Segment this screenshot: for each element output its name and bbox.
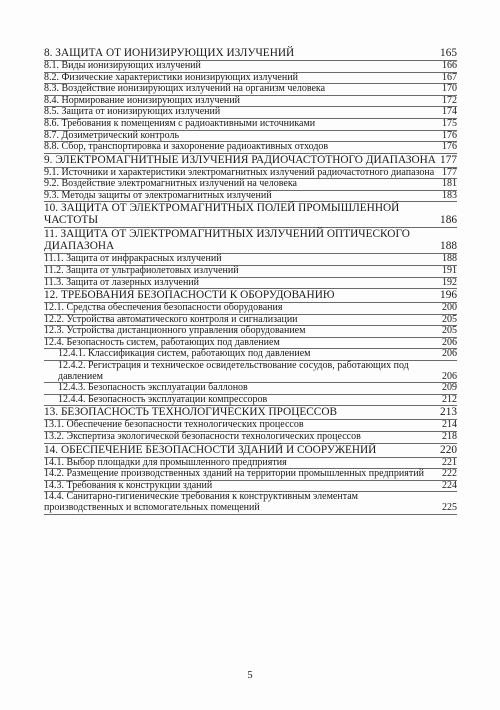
toc-entry-page: 177: [442, 166, 457, 178]
toc-entry-title: 12.1. Средства обеспечения безопасности оборудования: [44, 302, 283, 314]
toc-entry-page: 176: [442, 141, 457, 153]
toc-entry: [44, 469, 457, 481]
toc-entry: [44, 191, 457, 203]
toc-entry-page: 206: [442, 336, 457, 348]
toc-entry-page: 175: [442, 117, 457, 129]
toc-entry-page: 167: [442, 71, 457, 83]
toc-entry-page: 222: [442, 468, 457, 480]
toc-entry-page: 186: [440, 214, 457, 227]
toc-entry-page: 212: [442, 393, 457, 405]
toc-entry-title: 8.1. Виды ионизирующих излучений: [44, 59, 201, 71]
toc-entry-page: 188: [442, 253, 457, 265]
toc-entry-page: 214: [442, 419, 457, 431]
toc-entry: [44, 303, 457, 315]
toc-entry-title: 12.3. Устройства дистанционного управления оборудованием: [44, 325, 306, 337]
toc-entry-page: 174: [442, 106, 457, 118]
toc-entry-title: 13. БЕЗОПАСНОСТЬ ТЕХНОЛОГИЧЕСКИХ ПРОЦЕССОВ: [44, 406, 338, 419]
toc-entry-page: 188: [440, 240, 457, 253]
toc-entry-page: 192: [442, 276, 457, 288]
toc-entry-title: 12.4.3. Безопасность эксплуатации баллонов: [58, 382, 248, 394]
toc-entry-page: 200: [442, 302, 457, 314]
toc-entry-page: 206: [442, 348, 457, 360]
toc-entry: [44, 203, 457, 228]
toc-entry-page: 209: [442, 382, 457, 394]
toc-entry-title: 8.7. Дозиметрический контроль: [44, 129, 180, 141]
toc-entry-page: 218: [442, 431, 457, 442]
toc-entry-page: 170: [442, 83, 457, 95]
toc-entry-page: 181: [442, 178, 457, 190]
toc-entry-page: 220: [440, 443, 457, 456]
toc-entry-title: 9. ЭЛЕКТРОМАГНИТНЫЕ ИЗЛУЧЕНИЯ РАДИОЧАСТОТНОГО ДИАПАЗОНА: [44, 153, 436, 166]
toc-entry-title: 11. ЗАЩИТА ОТ ЭЛЕКТРОМАГНИТНЫХ ИЗЛУЧЕНИЙ ОПТИЧЕСКОГО ДИАПАЗОНА: [44, 228, 410, 253]
toc-entry-title: 13.2. Экспертиза экологической безопасности технологических процессов: [44, 431, 361, 442]
toc-entry: [44, 84, 457, 96]
toc-entry-title: 12.4. Безопасность систем, работающих под давлением: [44, 336, 280, 348]
toc-entry-title: 11.1. Защита от инфракрасных излучений: [44, 253, 222, 265]
toc-entry: [44, 266, 457, 278]
toc-entry: [44, 492, 457, 514]
toc-entry-title: 9.1. Источники и характеристики электромагнитных излучений радиочастотного диапазона: [44, 166, 435, 178]
toc-entry: [44, 278, 457, 290]
toc-entry: [44, 395, 457, 407]
toc-entry-title: 12.4.2. Регистрация и техническое освидетельствование сосудов, работающих под давлением: [58, 360, 409, 382]
toc-entry-page: 172: [442, 94, 457, 106]
table-of-contents: [44, 47, 457, 515]
toc-entry-page: 213: [440, 406, 457, 419]
toc-entry-title: 13.1. Обеспечение безопасности технологических процессов: [44, 419, 304, 431]
toc-entry: [44, 61, 457, 73]
toc-entry-page: 177: [440, 153, 457, 166]
toc-entry-title: 10. ЗАЩИТА ОТ ЭЛЕКТРОМАГНИТНЫХ ПОЛЕЙ ПРОМЫШЛЕННОЙ ЧАСТОТЫ: [44, 202, 400, 227]
toc-entry: [44, 445, 457, 458]
toc-entry-title: 12.4.4. Безопасность эксплуатации компрессоров: [58, 393, 268, 405]
toc-entry-page: 205: [442, 313, 457, 325]
toc-entry-title: 12.4.1. Классификация систем, работающих под давлением: [58, 348, 311, 360]
toc-entry: [44, 155, 457, 168]
toc-entry-page: 166: [442, 59, 457, 71]
toc-entry-title: 14.3. Требования к конструкции зданий: [44, 479, 213, 491]
toc-entry-title: 14.1. Выбор площадки для промышленного предприятия: [44, 456, 287, 468]
toc-entry-title: 8.4. Нормирование ионизирующих излучений: [44, 94, 240, 106]
toc-entry-page: 221: [442, 456, 457, 468]
toc-entry-page: 196: [440, 289, 457, 302]
toc-entry-page: 224: [442, 479, 457, 491]
toc-entry-page: 206: [442, 370, 457, 382]
toc-entry-title: 8.8. Сбор, транспортировка и захоронение радиоактивных отходов: [44, 141, 329, 153]
toc-entry: [44, 432, 457, 444]
toc-entry-title: 14. ОБЕСПЕЧЕНИЕ БЕЗОПАСНОСТИ ЗДАНИЙ И СООРУЖЕНИЙ: [44, 443, 377, 456]
toc-entry-page: 225: [442, 501, 457, 513]
toc-entry: [44, 119, 457, 131]
toc-entry-page: 191: [442, 264, 457, 276]
toc-entry: [44, 142, 457, 154]
toc-entry-title: 9.3. Методы защиты от электромагнитных излучений: [44, 189, 272, 201]
toc-entry-page: 183: [442, 189, 457, 201]
toc-entry-page: 205: [442, 325, 457, 337]
toc-entry-title: 11.2. Защита от ультрафиолетовых излучений: [44, 264, 239, 276]
toc-entry-page: 176: [442, 129, 457, 141]
page-number: 5: [247, 670, 253, 681]
toc-entry-title: 9.2. Воздействие электромагнитных излучений на человека: [44, 178, 297, 190]
toc-entry-title: 14.2. Размещение производственных зданий на территории промышленных предприятий: [44, 468, 424, 480]
toc-entry-title: 8.6. Требования к помещениям с радиоактивными источниками: [44, 117, 316, 129]
toc-entry: [44, 229, 457, 254]
toc-entry-title: 14.4. Санитарно-гигиенические требования к конструктивным элементам производственных и вспомогательных помещений: [44, 491, 358, 513]
toc-entry: [44, 361, 457, 383]
toc-entry-title: 12. ТРЕБОВАНИЯ БЕЗОПАСНОСТИ К ОБОРУДОВАНИЮ: [44, 289, 335, 302]
toc-entry-title: 8.5. Защита от ионизирующих излучений: [44, 106, 221, 118]
toc-entry-title: 8.2. Физические характеристики ионизирующих излучений: [44, 71, 298, 83]
toc-entry-page: 165: [440, 47, 457, 59]
toc-entry-title: 8. ЗАЩИТА ОТ ИОНИЗИРУЮЩИХ ИЗЛУЧЕНИЙ: [44, 47, 295, 59]
toc-entry-title: 8.3. Воздействие ионизирующих излучений на организм человека: [44, 83, 326, 95]
toc-entry-title: 11.3. Защита от лазерных излучений: [44, 276, 199, 288]
toc-entry-title: 12.2. Устройства автоматического контроля и сигнализации: [44, 313, 298, 325]
